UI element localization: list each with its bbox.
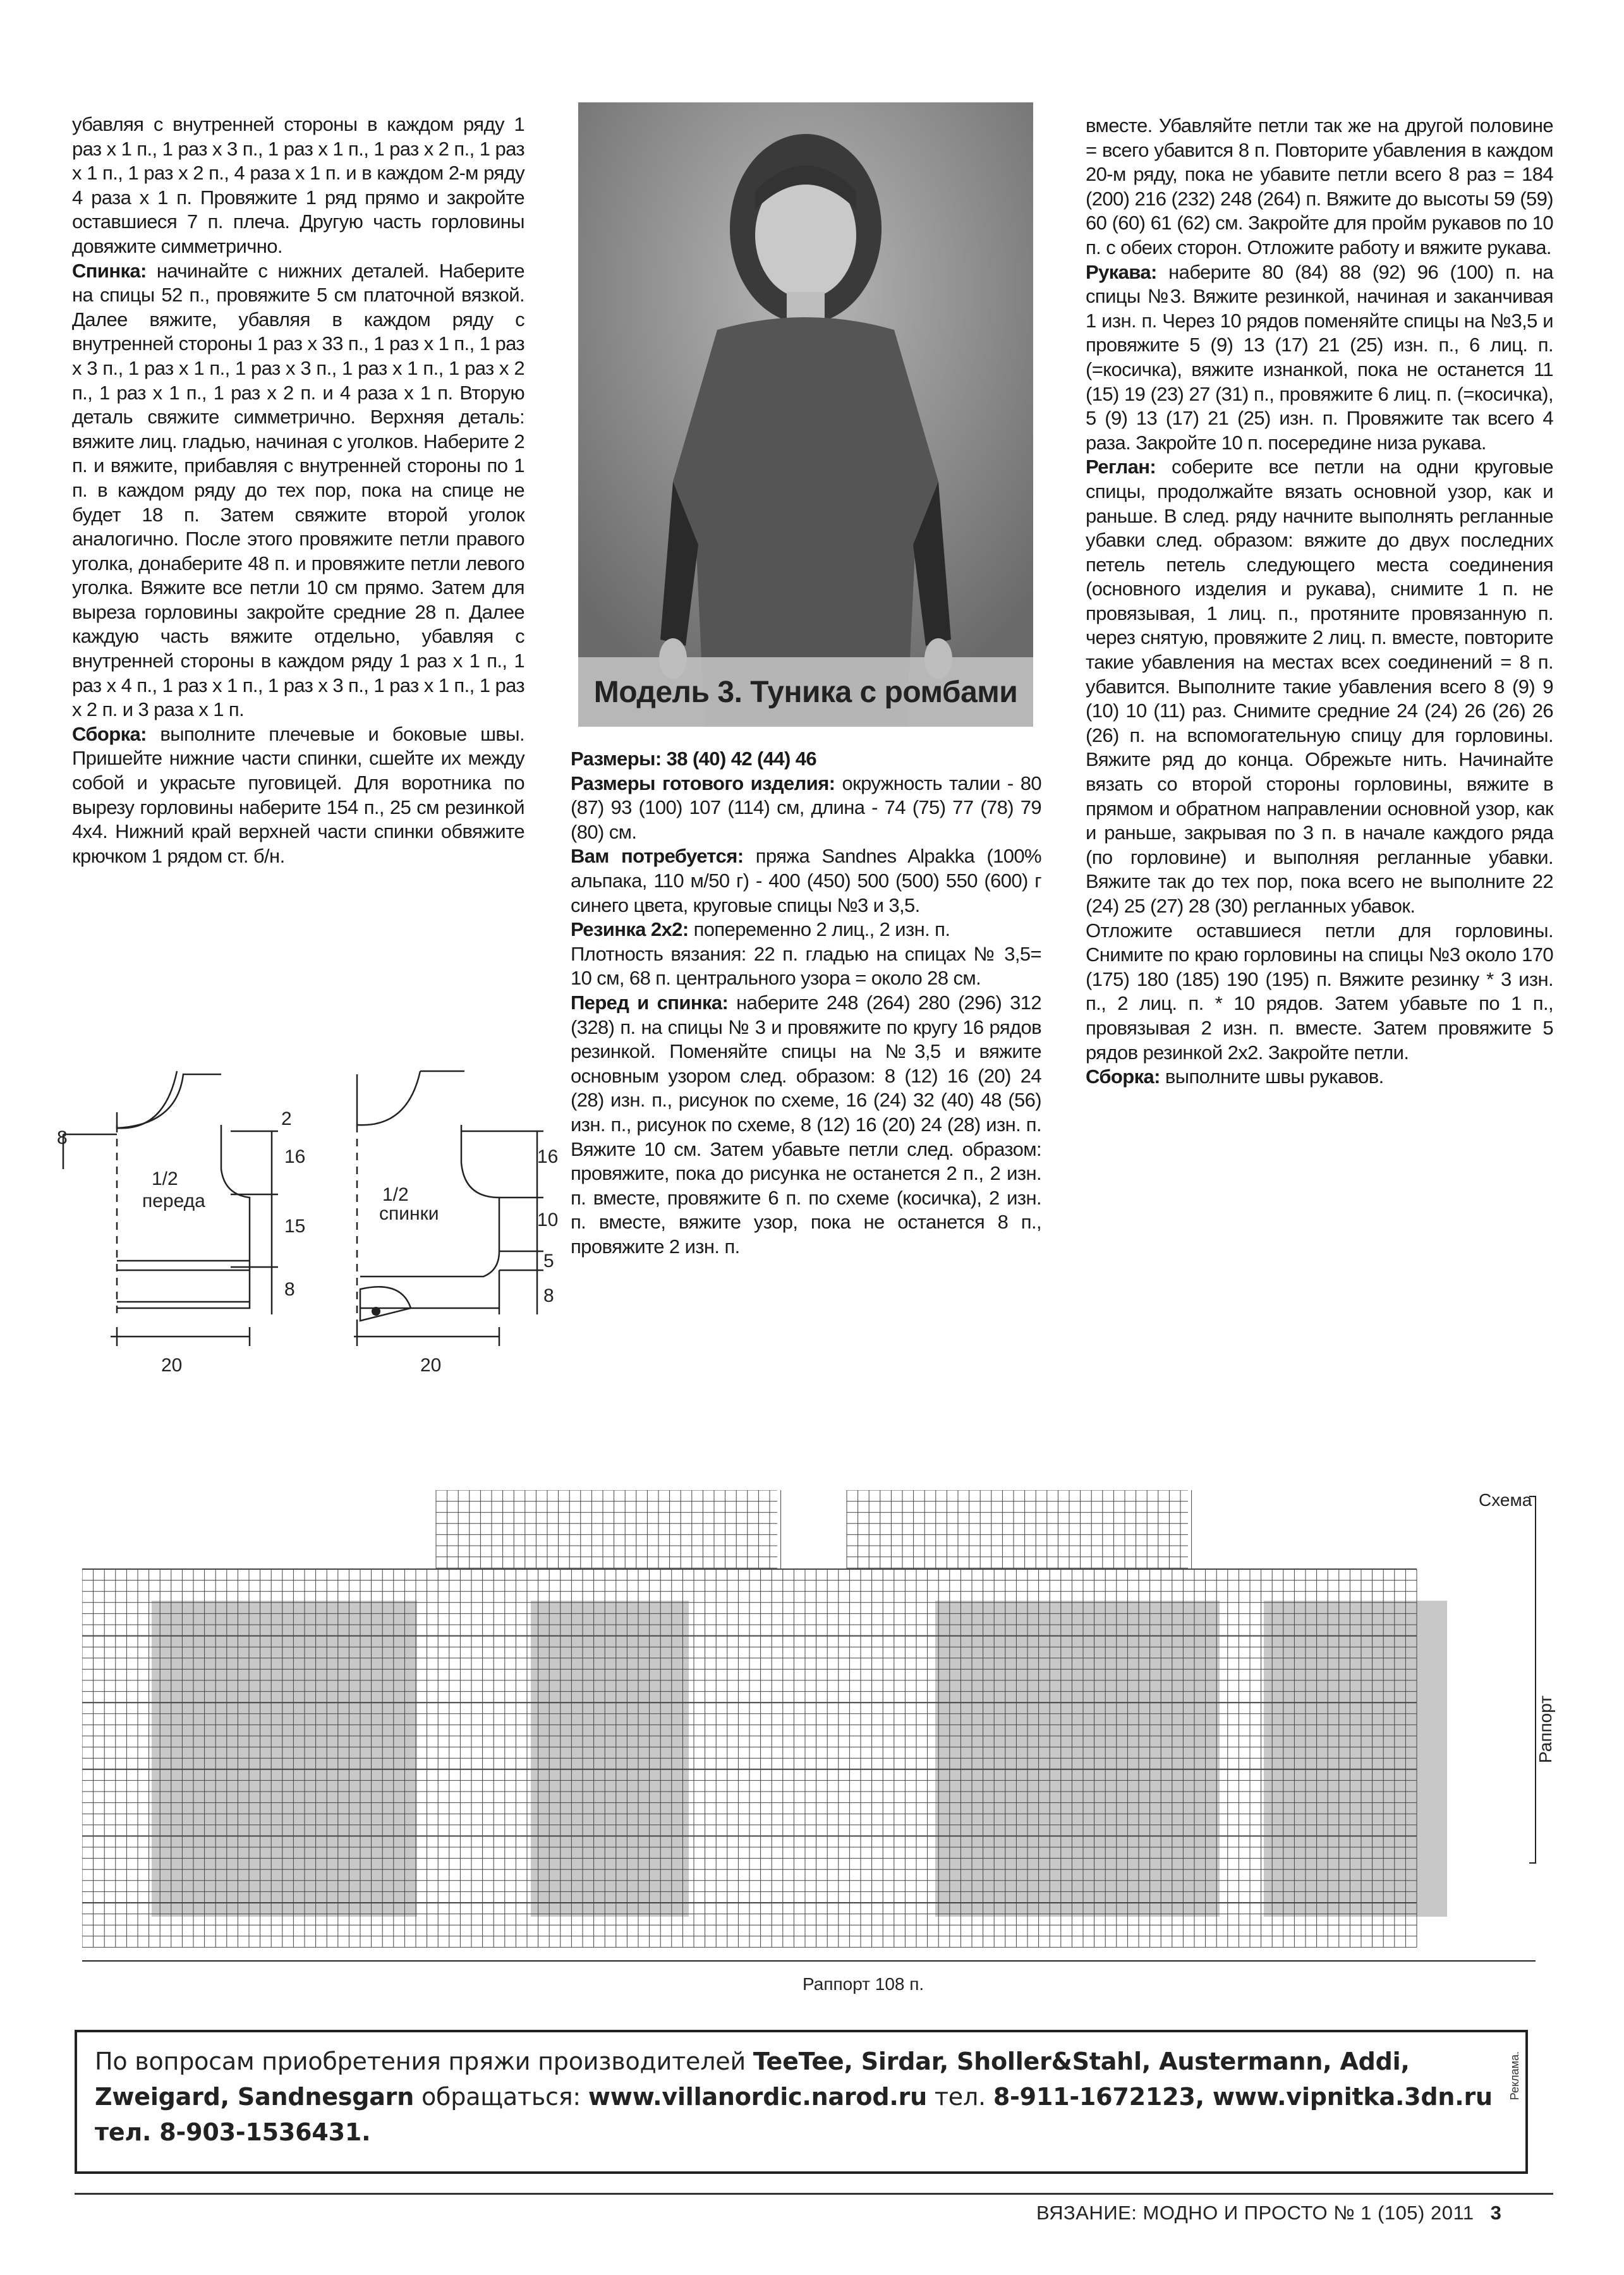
back-label-half: 1/2	[382, 1184, 409, 1205]
paragraph-decrease-continuation: вместе. Убавляйте петли так же на другой половине = всего убавится 8 п. Повторите убавления в каждом 20-м ряду, пока не убавите петли всего 8 раз = 184 (200) 216 (232) 248 (264) п. Вяжите до высоты 59 (59) 60 (60) 61 (62) см. Закройте для пройм рукавов по 10 п. с обеих сторон. Отложите работу и вяжите рукава.	[1086, 114, 1553, 258]
paragraph-assembly	[72, 722, 524, 869]
back-dim-5: 5	[543, 1251, 554, 1271]
rib-text: попеременно 2 лиц., 2 изн. п.	[688, 918, 950, 941]
pattern-schematics	[57, 1062, 575, 1453]
front-dim-2: 2	[281, 1108, 292, 1129]
model-photo	[578, 102, 1033, 727]
ad-site-link-1[interactable]: www.villanordic.narod.ru	[588, 2083, 927, 2111]
back-dim-width: 20	[420, 1355, 442, 1376]
materials-text: пряжа Sandnes Alpakka (100% альпака, 110 м/50 г) - 400 (450) 500 (500) 550 (600) г синего цвета, круговые спицы №3 и 3,5.	[571, 845, 1041, 916]
front-label-half: 1/2	[152, 1168, 178, 1189]
materials-label: Вам потребуется:	[571, 845, 744, 868]
ad-side-label: Реклама.	[1508, 2051, 1521, 2101]
final-assembly-text: выполните швы рукавов.	[1160, 1065, 1384, 1088]
paragraph-finished-sizes	[571, 772, 1041, 845]
rapport-bracket	[1529, 1496, 1536, 1863]
rib-label: Резинка 2х2:	[571, 918, 689, 941]
ad-phone-2: тел. 8-903-1536431.	[95, 2118, 371, 2146]
paragraph-raglan	[1086, 455, 1553, 918]
sizes-text: 38 (40) 42 (44) 46	[661, 748, 817, 770]
paragraph-density: Плотность вязания: 22 п. гладью на спицах № 3,5= 10 см, 68 п. центрального узора = около 28 см.	[571, 942, 1041, 990]
knitting-chart	[82, 1490, 1548, 1964]
front-dim-8: 8	[284, 1279, 295, 1300]
paragraph-back	[72, 259, 524, 722]
button-marker-icon	[372, 1307, 380, 1316]
text-column-left	[72, 112, 524, 868]
back-dim-8: 8	[543, 1285, 554, 1306]
assembly-label: Сборка:	[72, 722, 147, 745]
front-dim-15: 15	[284, 1216, 306, 1237]
ad-line2-brands: Zweigard, Sandnesgarn	[95, 2083, 415, 2111]
finished-text: окружность талии - 80 (87) 93 (100) 107 (114) см, длина - 74 (75) 77 (78) 79 (80) см.	[571, 772, 1042, 843]
ad-line2-tel: тел.	[926, 2083, 993, 2111]
front-dim-width: 20	[161, 1355, 183, 1376]
back-label-name: спинки	[379, 1203, 439, 1224]
advertisement-text	[95, 2044, 1498, 2150]
front-dim-top: 8	[57, 1127, 68, 1148]
ad-line1-brands: TeeTee, Sirdar, Sholler&Stahl, Austermann, Addi,	[753, 2048, 1410, 2075]
raglan-text: соберите все петли на одни круговые спицы, продолжайте вязать основной узор, как и раньше. В след. ряду начните выполнять регланные убавки след. образом: вяжите до двух последних петель петель следующего места соединения (основного изделия и рукава), снимите 1 п. не провязывая, 1 лиц. п., протяните провязанную п. через снятую, провяжите 2 лиц. п. вместе, повторите такие убавления на местах всех соединений = 8 п. убавится. Выполните такие убавления всего 8 (9) 9 (10) 10 (11) раз. Снимите средние 24 (24) 26 (26) 26 (26) п. на вспомогательную спицу для горловины. Вяжите ряд до конца. Обрежьте нить. Начинайте вязать со второй стороны горловины, вяжите в прямом и обратном направлении основной узор, как и раньше, закрывая по 3 п. в начале каждого ряда (по горловине) и выполняя регланные убавки. Вяжите так до тех пор, пока всего не выполните 22 (24) 25 (27) 28 (30) регланных убавок.	[1086, 456, 1553, 917]
footer-rule	[75, 2193, 1553, 2195]
final-assembly-label: Сборка:	[1086, 1065, 1160, 1088]
advertisement-box	[75, 2030, 1528, 2174]
back-dim-16: 16	[537, 1146, 559, 1167]
assembly-text: выполните плечевые и боковые швы. Пришейте нижние части спинки, сшейте их между собой и украсьте пуговицей. Для воротника по вырезу горловины наберите 154 п., 25 см резинкой 4х4. Нижний край верхней части спинки обвяжите крючком 1 рядом ст. б/н.	[72, 722, 524, 867]
page-number: 3	[1490, 2202, 1502, 2224]
paragraph-neckband: Отложите оставшиеся петли для горловины. Снимите по краю горловины на спицы №3 около 170 (175) 180 (185) 190 (195) п. Вяжите резинку * 3 изн. п., 2 лиц. п. * 10 рядов. Затем убавьте по 1 п., провязывая 2 изн. п. вместе. Затем провяжите 5 рядов резинкой 2х2. Закройте петли.	[1086, 919, 1553, 1064]
rapport-side-label: Раппорт	[1536, 1696, 1555, 1763]
text-column-middle	[571, 747, 1041, 1259]
paragraph-front-back	[571, 991, 1041, 1259]
sleeves-text: наберите 80 (84) 88 (92) 96 (100) п. на спицы №3. Вяжите резинкой, начиная и заканчивая 1 изн. п. Через 10 рядов поменяйте спицы на №3,5 и провяжите 5 (9) 13 (17) 21 (25) изн. п., 6 лиц. п. (=косичка), вяжите изнанкой, пока не останется 11 (15) 19 (23) 27 (31) п., провяжите 6 лиц. п. (=косичка), 5 (9) 13 (17) 21 (25) изн. п. Провяжите так всего 4 раза. Закройте 10 п. посередине низа рукава.	[1086, 260, 1553, 454]
caption-bar	[578, 657, 1033, 727]
back-dim-10: 10	[537, 1210, 559, 1230]
schema-title: Схема	[1479, 1490, 1532, 1510]
rapport-bottom-label: Раппорт 108 п.	[803, 1974, 924, 1994]
footer-magazine: ВЯЗАНИЕ: МОДНО И ПРОСТО № 1 (105) 2011	[1036, 2202, 1474, 2224]
paragraph-neck-continuation: убавляя с внутренней стороны в каждом ряду 1 раз х 1 п., 1 раз х 3 п., 1 раз х 1 п., 1 раз х 2 п., 1 раз х 1 п., 1 раз х 2 п., 4 раза х 1 п. и в каждом 2-м ряду 4 раза х 1 п. Провяжите 1 ряд прямо и закройте оставшиеся 7 п. плеча. Другую часть горловины довяжите симметрично.	[72, 113, 524, 257]
page-footer	[1036, 2202, 1501, 2224]
ad-phone-and-site-2[interactable]: 8-911-1672123, www.vipnitka.3dn.ru	[993, 2083, 1493, 2111]
front-label-name: переда	[142, 1191, 205, 1211]
back-label: Спинка:	[72, 259, 147, 282]
finished-label: Размеры готового изделия:	[571, 772, 835, 794]
paragraph-rib	[571, 918, 1041, 942]
front-back-label: Перед и спинка:	[571, 991, 729, 1014]
photo-caption: Модель 3. Туника с ромбами	[593, 675, 1018, 709]
paragraph-materials	[571, 844, 1041, 918]
ad-line1-intro: По вопросам приобретения пряжи производителей	[95, 2048, 753, 2075]
model-photo-illustration	[578, 102, 1033, 727]
paragraph-sizes	[571, 747, 1041, 772]
knitting-chart-grid	[82, 1490, 1447, 1947]
front-dim-16: 16	[284, 1146, 306, 1167]
raglan-label: Реглан:	[1086, 456, 1156, 478]
paragraph-sleeves	[1086, 260, 1553, 456]
ad-line2-contact: обращаться:	[414, 2083, 588, 2111]
text-column-right	[1086, 114, 1553, 1089]
sleeves-label: Рукава:	[1086, 260, 1157, 283]
front-back-text: наберите 248 (264) 280 (296) 312 (328) п. на спицы № 3 и провяжите по кругу 16 рядов резинкой. Поменяйте спицы на №3,5 и вяжите основным узором след. образом: 8 (12) 16 (20) 24 (28) изн. п., рисунок по схеме, 16 (24) 32 (40) 48 (56) изн. п., рисунок по схеме, 8 (12) 16 (20) 24 (28) изн. п. Вяжите 10 см. Затем убавьте петли след. образом: провяжите, пока до рисунка не останется 2 п., 2 изн. п. вместе, провяжите 6 п. по схеме (косичка), 2 изн. п. вместе, вяжите узор, пока не останется 8 п., провяжите 2 изн. п.	[571, 991, 1041, 1258]
paragraph-final-assembly	[1086, 1065, 1553, 1089]
sizes-label: Размеры:	[571, 748, 662, 770]
back-text: начинайте с нижних деталей. Наберите на спицы 52 п., провяжите 5 см платочной вязкой. Далее вяжите, убавляя в каждом ряду с внутренней стороны 1 раз х 33 п., 1 раз х 1 п., 1 раз х 3 п., 1 раз х 1 п., 1 раз х 3 п., 1 раз х 1 п., 1 раз х 2 п., 1 раз х 1 п., 1 раз х 2 п. и 4 раза х 1 п. Вторую деталь свяжите симметрично. Верхняя деталь: вяжите лиц. гладью, начиная с уголков. Наберите 2 п. и вяжите, прибавляя с внутренней стороны по 1 п. в каждом ряду до тех пор, пока на спице не будет 18 п. Затем свяжите второй уголок аналогично. После этого провяжите петли правого уголка, донаберите 48 п. и провяжите петли левого уголка. Вяжите все петли 10 см прямо. Затем для выреза горловины закройте средние 28 п. Далее каждую часть вяжите отдельно, убавляя с внутренней стороны в каждом ряду 1 раз х 1 п., 1 раз х 4 п., 1 раз х 1 п., 1 раз х 3 п., 1 раз х 1 п., 1 раз х 2 п. и 3 раза х 1 п.	[72, 259, 524, 721]
